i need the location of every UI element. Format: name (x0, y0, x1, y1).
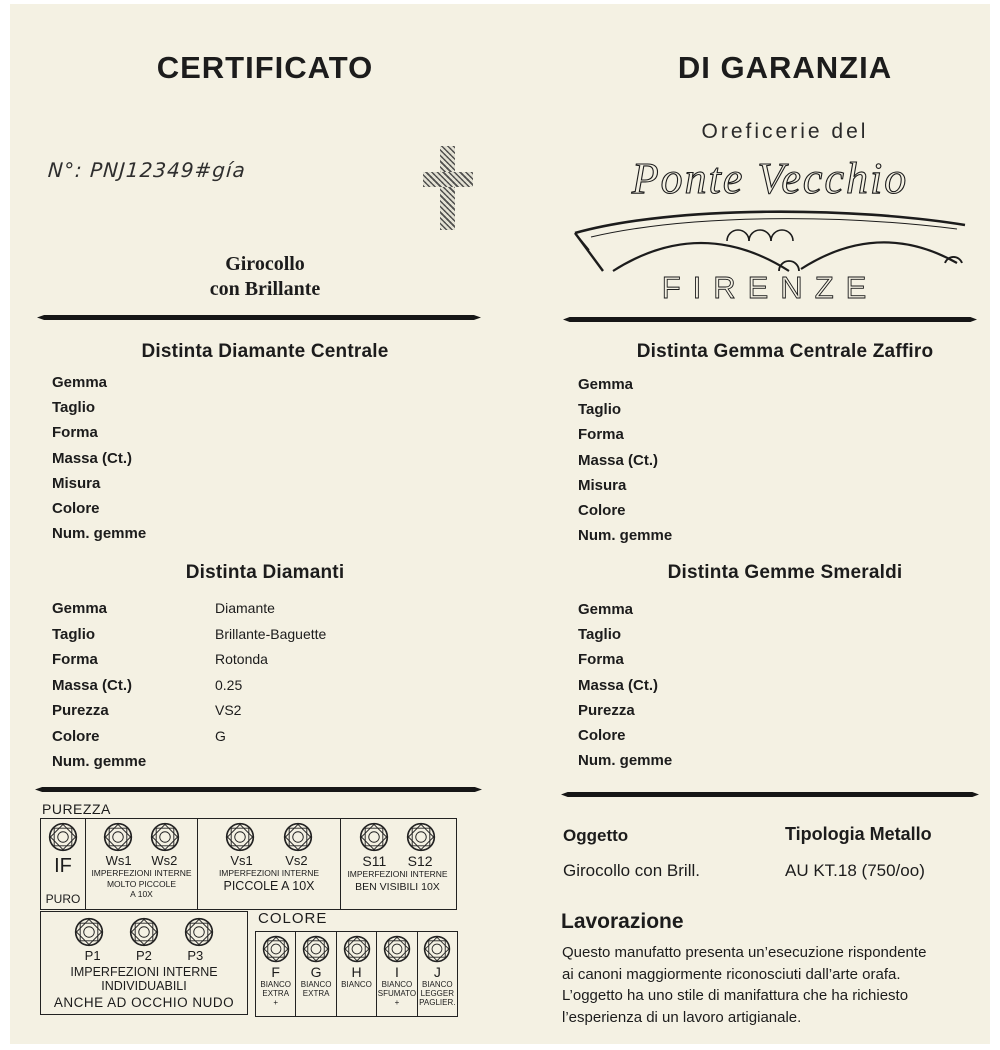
diamond-icon (423, 935, 451, 963)
color-cell-i (377, 932, 417, 1016)
diamond-icon (406, 822, 436, 852)
field-label: Colore (52, 499, 100, 517)
field-value: 0.25 (215, 676, 243, 693)
field-label: Misura (52, 474, 101, 492)
color-desc: LEGGER (420, 989, 454, 998)
purity-grade: P3 (187, 948, 204, 963)
purity-legend-label: PUREZZA (42, 801, 111, 817)
table-row (52, 702, 326, 728)
purity-desc: MOLTO PICCOLE (106, 878, 177, 889)
purity-grades (198, 853, 340, 868)
purity-cell-si (341, 819, 454, 909)
purity-cell-p (40, 911, 248, 1015)
table-row (52, 728, 326, 754)
diamond-icon (283, 822, 313, 852)
color-cell-g (296, 932, 336, 1016)
purity-desc: IMPERFEZIONI INTERNE (91, 868, 192, 878)
purity-cell-if (41, 819, 86, 909)
color-cell-h (337, 932, 377, 1016)
color-desc: + (273, 998, 279, 1007)
field-label: Taglio (578, 401, 622, 419)
purity-desc: A 10X (130, 889, 153, 899)
color-desc: BIANCO (260, 980, 292, 989)
color-desc: BIANCO (421, 980, 453, 989)
diamonds-detail-table (52, 600, 326, 779)
diamond-icon (262, 935, 290, 963)
metallo-value: AU KT.18 (750/oo) (785, 861, 925, 880)
purity-desc: PURO (45, 892, 81, 906)
item-name-line2: con Brillante (209, 278, 321, 300)
diamond-icon (48, 822, 78, 852)
logo-oreficerie-text: Oreficerie del (701, 120, 869, 143)
cross-pendant-image (423, 146, 473, 230)
purity-desc: IMPERFEZIONI INTERNE (218, 868, 320, 878)
page-title-di-garanzia: DI GARANZIA (677, 50, 893, 85)
serial-number: N°: PNJ12349#gía (47, 158, 247, 182)
color-desc: PAGLIER. (419, 998, 456, 1007)
field-label: Massa (Ct.) (52, 676, 133, 694)
separator-rule (561, 792, 979, 797)
diamond-icon (359, 822, 389, 852)
purity-desc: INDIVIDUABILI (101, 979, 187, 993)
lavorazione-paragraph (562, 944, 982, 1030)
field-label: Gemma (52, 600, 108, 617)
purity-cell-ws (86, 819, 198, 909)
color-cell-f (256, 932, 296, 1016)
purity-grades (341, 853, 454, 869)
purity-grade: Ws2 (151, 853, 178, 868)
field-label: Gemma (52, 374, 108, 391)
field-label: Massa (Ct.) (578, 451, 659, 469)
color-desc: BIANCO (381, 980, 413, 989)
field-label: Misura (578, 476, 627, 494)
diamond-icon (383, 935, 411, 963)
color-desc: SFUMATO (377, 989, 417, 998)
field-label: Purezza (578, 701, 635, 719)
purity-grade: P1 (84, 948, 101, 963)
field-label: Colore (52, 727, 100, 745)
central-diamond-labels (52, 374, 146, 550)
color-grade: F (271, 964, 280, 980)
diamond-icon (150, 822, 180, 852)
field-label: Forma (578, 651, 624, 669)
diamond-icon (184, 917, 214, 947)
field-value: Diamante (215, 600, 275, 616)
purity-desc: IMPERFEZIONI INTERNE (347, 869, 448, 879)
item-name-line1: Girocollo (225, 253, 305, 275)
paragraph-line: ai canoni maggiormente riconosciuti dall’arte orafa. (562, 965, 901, 983)
color-grade: G (310, 964, 322, 980)
purity-grade: S12 (407, 853, 433, 869)
field-label: Forma (52, 424, 98, 442)
item-name (40, 252, 490, 302)
purity-grades (49, 948, 239, 963)
emerald-labels (578, 601, 672, 777)
oggetto-label: Oggetto (563, 826, 629, 845)
purity-desc: PICCOLE A 10X (223, 878, 315, 893)
field-value: G (215, 727, 226, 744)
table-row (52, 677, 326, 703)
color-desc: + (394, 998, 400, 1007)
paragraph-line: Questo manufatto presenta un’esecuzione rispondente (562, 944, 927, 961)
section-heading-diamante-centrale: Distinta Diamante Centrale (141, 341, 389, 362)
purity-grade: Vs1 (230, 853, 253, 868)
field-value: Rotonda (215, 651, 268, 667)
separator-rule (35, 787, 482, 792)
color-desc: BIANCO (300, 980, 332, 989)
color-grade: I (394, 964, 399, 980)
color-grade: J (433, 964, 441, 980)
paragraph-line: L’oggetto ha uno stile di manifattura che ha richiesto (562, 987, 909, 1005)
tipologia-metallo-label: Tipologia Metallo (785, 824, 932, 844)
field-value: VS2 (215, 702, 242, 718)
diamond-icon (74, 917, 104, 947)
table-row (52, 651, 326, 677)
color-desc: EXTRA (302, 989, 330, 998)
section-heading-smeraldi: Distinta Gemme Smeraldi (667, 562, 903, 583)
field-label: Forma (578, 426, 624, 444)
purity-grade: Ws1 (105, 853, 132, 868)
color-desc: EXTRA (262, 989, 290, 998)
field-label: Num. gemme (52, 753, 147, 770)
color-desc: BIANCO (341, 980, 372, 989)
table-row (52, 753, 326, 779)
field-label: Colore (578, 726, 626, 744)
table-row (52, 600, 326, 626)
color-cell-j (418, 932, 457, 1016)
field-label: Massa (Ct.) (52, 449, 133, 467)
field-label: Forma (52, 651, 98, 668)
field-label: Gemma (578, 601, 634, 618)
diamond-icon (343, 935, 371, 963)
field-label: Taglio (52, 399, 96, 417)
purity-scale-table (40, 818, 457, 910)
section-heading-diamanti: Distinta Diamanti (185, 562, 345, 583)
diamond-row (49, 917, 239, 947)
purity-grade: Vs2 (285, 853, 308, 868)
separator-rule (37, 315, 481, 320)
diamond-icon (225, 822, 255, 852)
lavorazione-heading: Lavorazione (561, 910, 684, 933)
field-label: Purezza (52, 702, 109, 719)
field-value: Brillante-Baguette (215, 625, 327, 642)
purity-desc: BEN VISIBILI 10X (355, 880, 440, 893)
purity-grade: S11 (362, 853, 387, 869)
cross-horizontal-bar (423, 172, 473, 187)
purity-desc: IMPERFEZIONI INTERNE (70, 965, 218, 979)
diamond-row (198, 822, 340, 852)
section-heading-zaffiro: Distinta Gemma Centrale Zaffiro (636, 341, 934, 362)
purity-cell-vs (198, 819, 341, 909)
diamond-icon (103, 822, 133, 852)
oggetto-value: Girocollo con Brill. (563, 861, 700, 880)
field-label: Massa (Ct.) (578, 676, 659, 694)
field-label: Num. gemme (52, 525, 147, 543)
color-grade: H (351, 964, 362, 980)
color-scale-table (255, 931, 458, 1017)
field-label: Taglio (52, 625, 96, 643)
separator-rule (563, 317, 977, 322)
logo-script-text: Ponte Vecchio (631, 154, 909, 203)
page-title-certificato: CERTIFICATO (156, 50, 374, 85)
field-label: Num. gemme (578, 752, 673, 770)
field-label: Taglio (578, 626, 622, 644)
paragraph-line: l’esperienza di un lavoro artigianale. (562, 1008, 802, 1026)
color-legend-label: COLORE (258, 910, 328, 927)
diamond-icon (302, 935, 330, 963)
purity-desc: ANCHE AD OCCHIO NUDO (53, 995, 235, 1010)
purity-grades (86, 853, 197, 868)
diamond-row (341, 822, 454, 852)
diamond-row (86, 822, 197, 852)
bridge-drawing (575, 212, 965, 271)
purity-grade: P2 (136, 948, 152, 963)
ponte-vecchio-logo (565, 153, 975, 305)
logo-city-text: FIRENZE (661, 270, 879, 305)
field-label: Gemma (578, 376, 634, 393)
field-label: Num. gemme (578, 527, 673, 545)
diamond-icon (129, 917, 159, 947)
table-row (52, 626, 326, 652)
purity-grade: IF (54, 855, 72, 877)
sapphire-labels (578, 376, 672, 552)
cross-vertical-bar (440, 146, 455, 230)
field-label: Colore (578, 501, 626, 519)
